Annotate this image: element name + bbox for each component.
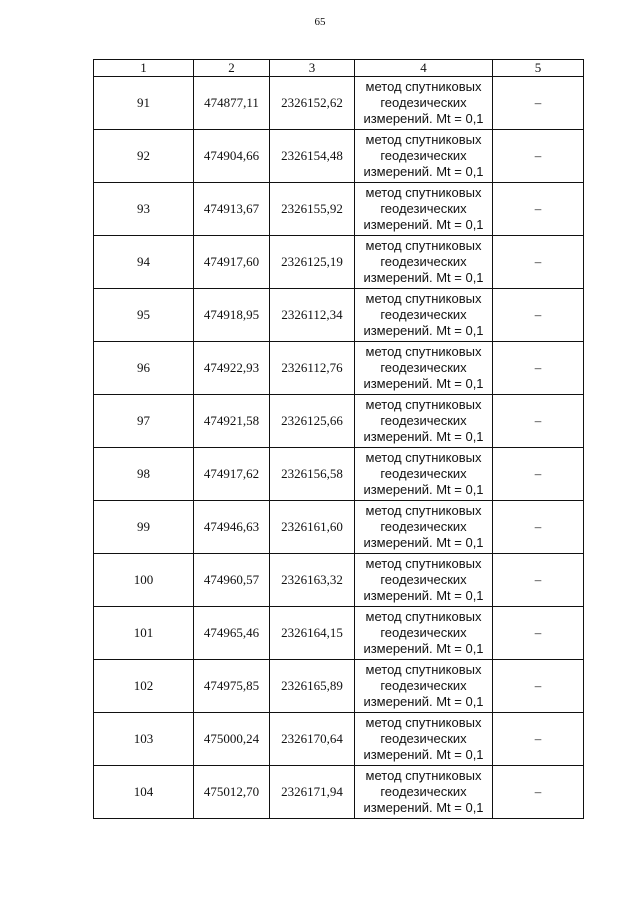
- point-number-cell: 103: [94, 713, 194, 766]
- method-line-2: геодезических: [380, 466, 467, 481]
- method-line-1: метод спутниковых: [365, 397, 482, 412]
- column-header-2: 2: [194, 60, 270, 77]
- method-line-3: измерений. Mt = 0,1: [363, 482, 484, 497]
- table-row: [94, 183, 584, 236]
- method-line-1: метод спутниковых: [365, 79, 482, 94]
- method-line-2: геодезических: [380, 148, 467, 163]
- table-row: [94, 395, 584, 448]
- method-line-1: метод спутниковых: [365, 556, 482, 571]
- note-cell: –: [493, 342, 584, 395]
- method-cell: [355, 130, 493, 183]
- method-line-1: метод спутниковых: [365, 238, 482, 253]
- point-number-cell: 91: [94, 77, 194, 130]
- coordinates-table: [93, 59, 584, 819]
- method-line-3: измерений. Mt = 0,1: [363, 323, 484, 338]
- table-row: [94, 660, 584, 713]
- note-cell: –: [493, 713, 584, 766]
- method-line-2: геодезических: [380, 201, 467, 216]
- point-number-cell: 95: [94, 289, 194, 342]
- method-line-3: измерений. Mt = 0,1: [363, 164, 484, 179]
- point-number-cell: 98: [94, 448, 194, 501]
- x-coordinate-cell: 474965,46: [194, 607, 270, 660]
- table-row: [94, 342, 584, 395]
- x-coordinate-cell: 474913,67: [194, 183, 270, 236]
- method-line-2: геодезических: [380, 360, 467, 375]
- note-cell: –: [493, 554, 584, 607]
- method-line-2: геодезических: [380, 307, 467, 322]
- y-coordinate-cell: 2326154,48: [270, 130, 355, 183]
- method-line-3: измерений. Mt = 0,1: [363, 217, 484, 232]
- y-coordinate-cell: 2326112,34: [270, 289, 355, 342]
- note-cell: –: [493, 183, 584, 236]
- point-number-cell: 92: [94, 130, 194, 183]
- method-cell: [355, 77, 493, 130]
- method-line-1: метод спутниковых: [365, 185, 482, 200]
- method-line-2: геодезических: [380, 678, 467, 693]
- method-line-3: измерений. Mt = 0,1: [363, 535, 484, 550]
- y-coordinate-cell: 2326125,66: [270, 395, 355, 448]
- method-line-3: измерений. Mt = 0,1: [363, 270, 484, 285]
- x-coordinate-cell: 474922,93: [194, 342, 270, 395]
- y-coordinate-cell: 2326161,60: [270, 501, 355, 554]
- table-header: [94, 60, 584, 77]
- method-line-2: геодезических: [380, 95, 467, 110]
- y-coordinate-cell: 2326112,76: [270, 342, 355, 395]
- x-coordinate-cell: 475012,70: [194, 766, 270, 819]
- method-line-1: метод спутниковых: [365, 715, 482, 730]
- note-cell: –: [493, 607, 584, 660]
- method-line-2: геодезических: [380, 625, 467, 640]
- header-row: [94, 60, 584, 77]
- method-line-3: измерений. Mt = 0,1: [363, 641, 484, 656]
- method-line-2: геодезических: [380, 784, 467, 799]
- note-cell: –: [493, 236, 584, 289]
- point-number-cell: 100: [94, 554, 194, 607]
- x-coordinate-cell: 474921,58: [194, 395, 270, 448]
- point-number-cell: 93: [94, 183, 194, 236]
- method-line-1: метод спутниковых: [365, 344, 482, 359]
- method-line-1: метод спутниковых: [365, 132, 482, 147]
- y-coordinate-cell: 2326171,94: [270, 766, 355, 819]
- method-line-3: измерений. Mt = 0,1: [363, 376, 484, 391]
- method-line-3: измерений. Mt = 0,1: [363, 747, 484, 762]
- method-line-3: измерений. Mt = 0,1: [363, 694, 484, 709]
- point-number-cell: 94: [94, 236, 194, 289]
- note-cell: –: [493, 289, 584, 342]
- x-coordinate-cell: 474975,85: [194, 660, 270, 713]
- table-row: [94, 236, 584, 289]
- y-coordinate-cell: 2326152,62: [270, 77, 355, 130]
- table-row: [94, 501, 584, 554]
- method-cell: [355, 395, 493, 448]
- table-row: [94, 713, 584, 766]
- table-row: [94, 130, 584, 183]
- table-row: [94, 766, 584, 819]
- note-cell: –: [493, 77, 584, 130]
- x-coordinate-cell: 474946,63: [194, 501, 270, 554]
- x-coordinate-cell: 474877,11: [194, 77, 270, 130]
- table-row: [94, 554, 584, 607]
- note-cell: –: [493, 766, 584, 819]
- x-coordinate-cell: 474917,60: [194, 236, 270, 289]
- point-number-cell: 104: [94, 766, 194, 819]
- method-line-1: метод спутниковых: [365, 503, 482, 518]
- table-row: [94, 607, 584, 660]
- y-coordinate-cell: 2326163,32: [270, 554, 355, 607]
- column-header-4: 4: [355, 60, 493, 77]
- column-header-1: 1: [94, 60, 194, 77]
- column-header-5: 5: [493, 60, 584, 77]
- y-coordinate-cell: 2326155,92: [270, 183, 355, 236]
- method-line-3: измерений. Mt = 0,1: [363, 800, 484, 815]
- table-row: [94, 77, 584, 130]
- method-line-3: измерений. Mt = 0,1: [363, 111, 484, 126]
- x-coordinate-cell: 474917,62: [194, 448, 270, 501]
- note-cell: –: [493, 660, 584, 713]
- method-cell: [355, 236, 493, 289]
- note-cell: –: [493, 501, 584, 554]
- method-cell: [355, 713, 493, 766]
- method-line-2: геодезических: [380, 731, 467, 746]
- method-line-1: метод спутниковых: [365, 768, 482, 783]
- method-line-3: измерений. Mt = 0,1: [363, 429, 484, 444]
- note-cell: –: [493, 395, 584, 448]
- method-cell: [355, 660, 493, 713]
- note-cell: –: [493, 130, 584, 183]
- method-line-2: геодезических: [380, 254, 467, 269]
- method-cell: [355, 183, 493, 236]
- y-coordinate-cell: 2326165,89: [270, 660, 355, 713]
- x-coordinate-cell: 474960,57: [194, 554, 270, 607]
- table-row: [94, 289, 584, 342]
- method-cell: [355, 448, 493, 501]
- method-line-2: геодезических: [380, 572, 467, 587]
- method-cell: [355, 554, 493, 607]
- method-line-1: метод спутниковых: [365, 609, 482, 624]
- method-cell: [355, 342, 493, 395]
- method-cell: [355, 766, 493, 819]
- point-number-cell: 97: [94, 395, 194, 448]
- method-line-2: геодезических: [380, 413, 467, 428]
- table-row: [94, 448, 584, 501]
- y-coordinate-cell: 2326125,19: [270, 236, 355, 289]
- method-cell: [355, 607, 493, 660]
- method-line-3: измерений. Mt = 0,1: [363, 588, 484, 603]
- x-coordinate-cell: 474918,95: [194, 289, 270, 342]
- table-body: [94, 77, 584, 819]
- y-coordinate-cell: 2326170,64: [270, 713, 355, 766]
- x-coordinate-cell: 475000,24: [194, 713, 270, 766]
- point-number-cell: 99: [94, 501, 194, 554]
- column-header-3: 3: [270, 60, 355, 77]
- page-number: 65: [314, 16, 326, 28]
- method-cell: [355, 501, 493, 554]
- note-cell: –: [493, 448, 584, 501]
- method-line-2: геодезических: [380, 519, 467, 534]
- y-coordinate-cell: 2326156,58: [270, 448, 355, 501]
- x-coordinate-cell: 474904,66: [194, 130, 270, 183]
- point-number-cell: 101: [94, 607, 194, 660]
- method-line-1: метод спутниковых: [365, 662, 482, 677]
- method-line-1: метод спутниковых: [365, 450, 482, 465]
- point-number-cell: 96: [94, 342, 194, 395]
- point-number-cell: 102: [94, 660, 194, 713]
- y-coordinate-cell: 2326164,15: [270, 607, 355, 660]
- method-line-1: метод спутниковых: [365, 291, 482, 306]
- method-cell: [355, 289, 493, 342]
